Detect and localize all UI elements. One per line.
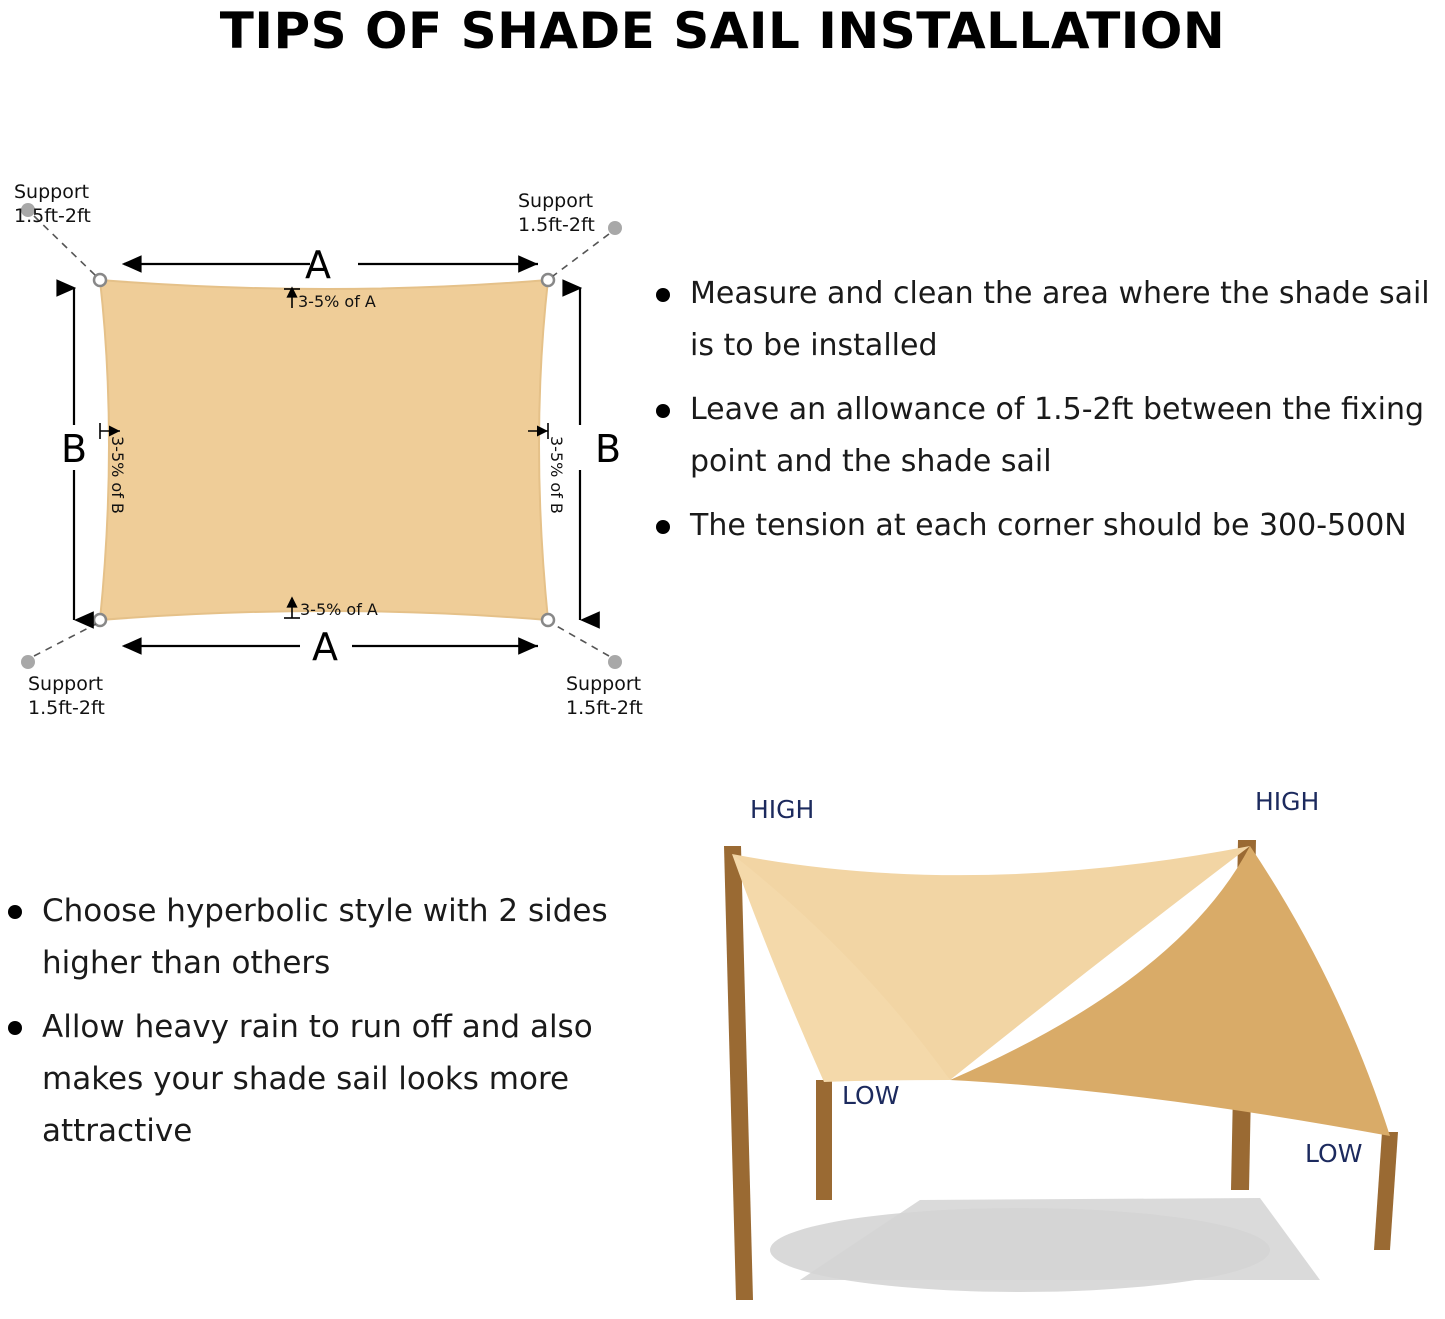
sail-shape [100,280,548,620]
tip-text: The tension at each corner should be 300-500N [690,508,1407,543]
dimension-letter-a-bottom: A [312,625,338,669]
support-label-bottom-right: Support [566,673,642,695]
support-label-bottom-right-2: 1.5ft-2ft [566,697,643,719]
hyperbolic-sail-diagram [620,780,1445,1319]
list-item [648,500,1445,552]
dimension-letter-a-top: A [305,243,331,287]
support-label-top-right: Support [518,190,594,212]
tip-text: Measure and clean the area where the shade sail is to be installed [690,276,1430,363]
tip-text: Choose hyperbolic style with 2 sides higher than others [42,893,608,981]
ground-shadow-2 [800,1198,1320,1280]
list-item [648,384,1445,488]
tip-text: Leave an allowance of 1.5-2ft between the fixing point and the shade sail [690,392,1425,479]
post-front-right [1374,1132,1398,1250]
support-label-top-left-2: 1.5ft-2ft [14,205,91,227]
tolerance-top [284,288,376,311]
support-label-top-right-2: 1.5ft-2ft [518,214,595,236]
label-low-right: LOW [1305,1139,1363,1168]
label-high-left: HIGH [750,795,815,824]
list-item [0,885,620,989]
tips-list-bottom [0,885,620,1169]
bullet-dot-icon [656,404,670,418]
post-front-left [816,1080,832,1200]
tip-text: Allow heavy rain to run off and also makes your shade sail looks more attractive [42,1009,593,1149]
post-back-left [724,846,753,1300]
label-high-right: HIGH [1255,787,1320,816]
support-label-bottom-left: Support [28,673,104,695]
bullet-dot-icon [656,520,670,534]
tolerance-label-bottom: 3-5% of A [300,600,378,619]
dimension-letter-b-left: B [60,427,88,471]
label-low-left: LOW [842,1081,900,1110]
tips-list-top [648,268,1445,564]
bullet-dot-icon [8,905,22,919]
support-label-top-left: Support [14,181,90,203]
bullet-dot-icon [656,288,670,302]
dimension-letter-b-right: B [594,427,622,471]
support-label-bottom-left-2: 1.5ft-2ft [28,697,105,719]
tolerance-label-right: 3-5% of B [547,436,566,514]
tolerance-label-top: 3-5% of A [298,292,376,311]
tolerance-left [100,423,127,514]
list-item [648,268,1445,372]
list-item [0,1001,620,1157]
tolerance-label-left: 3-5% of B [108,436,127,514]
rectangular-sail-diagram [0,150,660,740]
page-title: TIPS OF SHADE SAIL INSTALLATION [219,2,1226,60]
bullet-dot-icon [8,1021,22,1035]
